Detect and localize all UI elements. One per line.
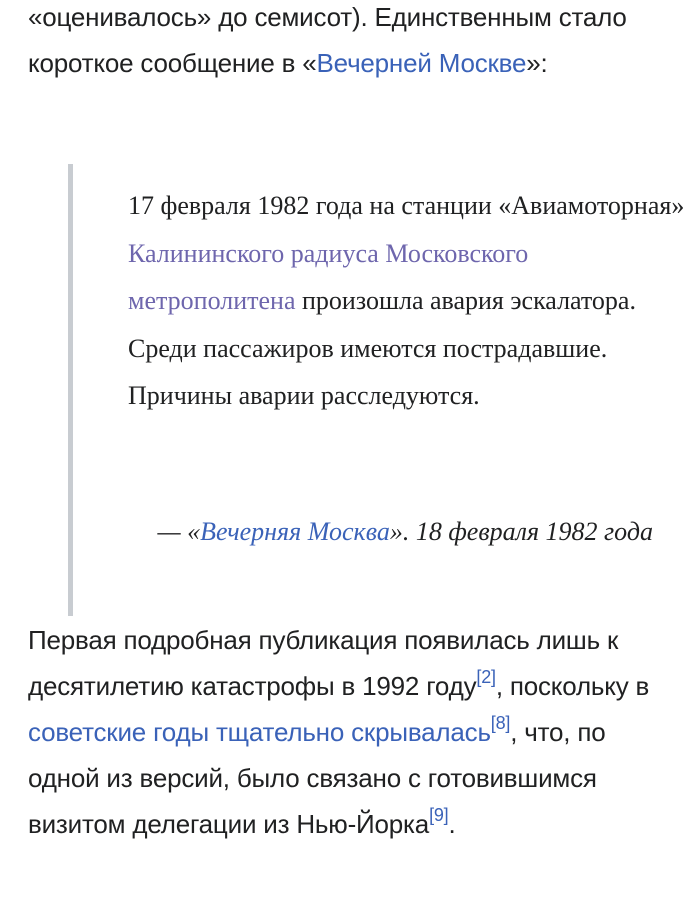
cite-dash: — « — [157, 517, 201, 546]
body-text: , поскольку в — [495, 671, 650, 701]
link-soviet-years[interactable]: советские годы тщательно скрывалась — [28, 717, 491, 747]
intro-text-end: »: — [526, 48, 548, 78]
body-paragraph — [28, 617, 678, 847]
quote-text-part: 17 февраля 1982 года на станции «Авиамоторная» — [128, 191, 685, 220]
reference-link[interactable]: [2] — [476, 667, 496, 688]
blockquote — [68, 164, 698, 616]
intro-paragraph — [28, 0, 628, 86]
body-text: Первая подробная публикация появилась лишь к десятилетию катастрофы в 1992 году — [28, 625, 619, 701]
quote-text — [128, 182, 688, 420]
reference-8[interactable] — [491, 713, 510, 733]
reference-link[interactable]: [8] — [490, 713, 511, 734]
link-cite-source[interactable]: Вечерняя Москва — [200, 517, 390, 546]
body-text: , что, по одной из версий, было связано с готовившимся визитом делегации из Нью-Йорка — [28, 717, 606, 839]
body-text: . — [448, 809, 456, 839]
reference-link[interactable]: [9] — [429, 805, 449, 826]
quote-citation — [133, 508, 653, 556]
quote-text-part: Причины аварии расследуются. — [128, 381, 480, 410]
intro-text: «оценивалось» до семисот). Единственным стало короткое сообщение в « — [28, 2, 627, 78]
link-vechernyaya-moskva[interactable]: Вечерней Москве — [316, 48, 527, 78]
quote-text-part: произошла авария эскалатора. Среди пассажиров имеются пострадавшие. — [128, 286, 636, 363]
cite-date: ». 18 февраля 1982 года — [389, 517, 653, 546]
link-kalininsky-radius[interactable]: Калининского радиуса Московского метрополитена — [128, 238, 529, 315]
reference-9[interactable] — [429, 805, 448, 825]
reference-2[interactable] — [476, 667, 495, 687]
